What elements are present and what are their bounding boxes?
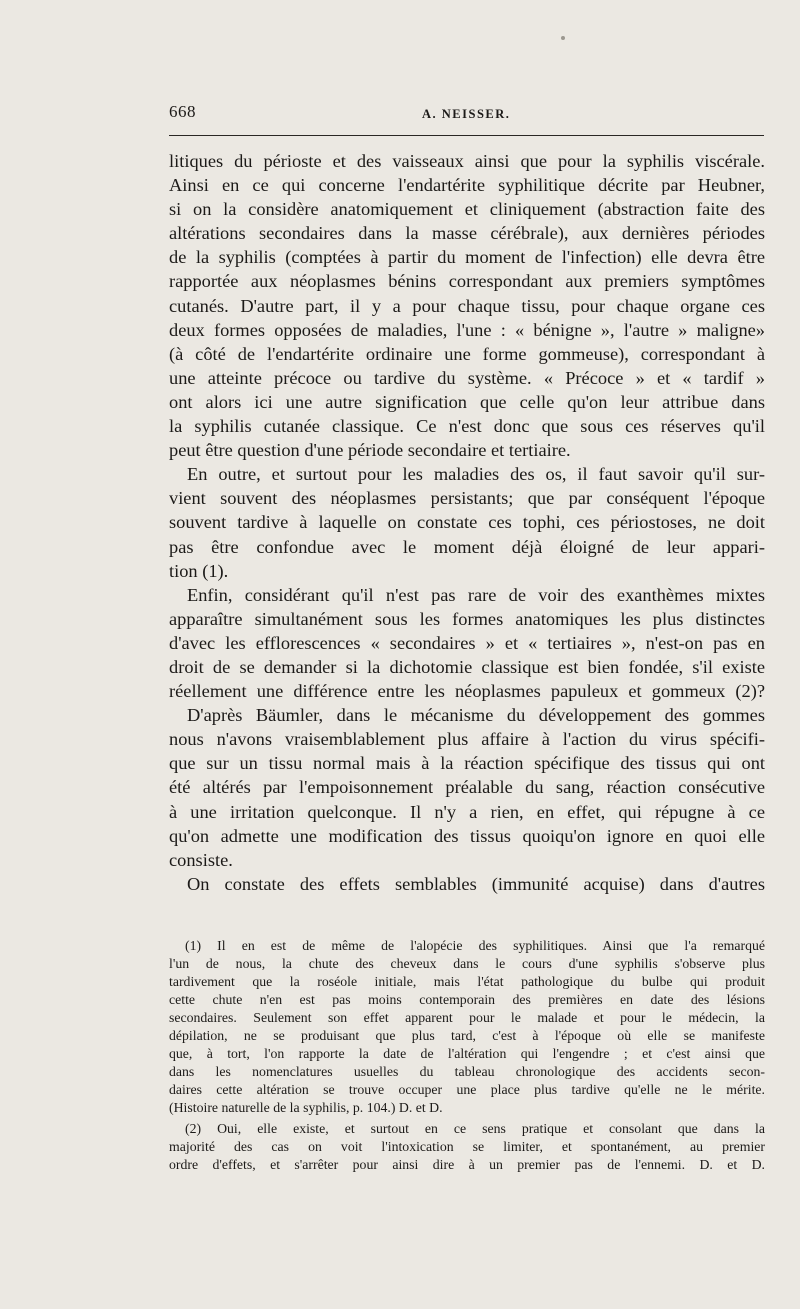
body-line: On constate des effets semblables (immunité acquise) dans d'autres xyxy=(187,873,765,894)
page-number: 668 xyxy=(169,102,196,121)
footnote-line: cette chute n'en est pas moins contemporain des premières en date des lésions xyxy=(169,992,765,1007)
body-line: peut être question d'une période secondaire et tertiaire. xyxy=(169,440,571,461)
footnote-line: daires cette altération se trouve occuper une place plus tardive qu'elle ne le mérite. xyxy=(169,1082,765,1097)
body-line: apparaître simultanément sous les formes anatomiques les plus distinctes xyxy=(169,608,765,629)
footnote-line: (Histoire naturelle de la syphilis, p. 104.) D. et D. xyxy=(169,1100,443,1115)
footnote-line: dans les nomenclatures usuelles du tableau chronologique des accidents secon- xyxy=(169,1064,765,1079)
body-line: ont alors ici une autre signification que celle qu'on leur attribue dans xyxy=(169,391,765,412)
body-line: Ainsi en ce qui concerne l'endartérite syphilitique décrite par Heubner, xyxy=(169,175,765,196)
body-line: consiste. xyxy=(169,849,233,870)
body-line: si on la considère anatomiquement et cliniquement (abstraction faite des xyxy=(169,199,765,220)
header-rule xyxy=(169,135,764,136)
body-line: (à côté de l'endartérite ordinaire une forme gommeuse), correspondant à xyxy=(169,343,765,364)
body-line: pas être confondue avec le moment déjà éloigné de leur appari- xyxy=(169,536,765,557)
footnote-line: (1) Il en est de même de l'alopécie des syphilitiques. Ainsi que l'a remarqué xyxy=(185,938,765,953)
body-line: de la syphilis (comptées à partir du moment de l'infection) elle devra être xyxy=(169,247,765,268)
footnote-line: tardivement que la roséole initiale, mais l'état pathologique du bulbe qui produit xyxy=(169,974,765,989)
body-line: tion (1). xyxy=(169,560,229,581)
body-line: à une irritation quelconque. Il n'y a rien, en effet, qui répugne à ce xyxy=(169,801,765,822)
body-line: D'après Bäumler, dans le mécanisme du développement des gommes xyxy=(187,705,765,726)
footnote-line: majorité des cas on voit l'intoxication se limiter, et spontanément, au premier xyxy=(169,1139,765,1154)
body-line: qu'on admette une modification des tissus quoiqu'on ignore en quoi elle xyxy=(169,825,765,846)
body-line: réellement une différence entre les néoplasmes papuleux et gommeux (2)? xyxy=(169,681,765,702)
body-line: rapportée aux néoplasmes bénins correspondant aux premiers symptômes xyxy=(169,271,765,292)
body-line: altérations secondaires dans la masse cérébrale), aux dernières périodes xyxy=(169,223,765,244)
body-line: que sur un tissu normal mais à la réaction spécifique des tissus qui ont xyxy=(169,753,765,774)
footnote-line: secondaires. Seulement son effet apparent pour le malade et pour le médecin, la xyxy=(169,1010,765,1025)
running-head: A. NEISSER. xyxy=(422,107,511,121)
page-header xyxy=(169,102,764,126)
footnote-line: que, à tort, l'on rapporte la date de l'altération qui l'engendre ; et c'est ainsi que xyxy=(169,1046,765,1061)
print-speck xyxy=(561,36,565,40)
footnote-line: l'un de nous, la chute des cheveux dans le cours d'une syphilis s'observe plus xyxy=(169,956,765,971)
body-line: litiques du périoste et des vaisseaux ainsi que pour la syphilis viscérale. xyxy=(169,151,765,171)
body-line: En outre, et surtout pour les maladies des os, il faut savoir qu'il sur- xyxy=(187,464,765,485)
body-line: été altérés par l'empoisonnement préalable du sang, réaction consécutive xyxy=(169,777,765,798)
body-line: cutanés. D'autre part, il y a pour chaque tissu, pour chaque organe ces xyxy=(169,295,765,316)
body-line: nous n'avons vraisemblablement plus affaire à l'action du virus spécifi- xyxy=(169,729,765,750)
body-line: souvent tardive à laquelle on constate ces tophi, ces périostoses, ne doit xyxy=(169,512,765,533)
footnote-line: dépilation, ne se produisant que plus tard, c'est à l'époque où elle se manifeste xyxy=(169,1028,765,1043)
footnote-line: ordre d'effets, et s'arrêter pour ainsi dire à un premier pas de l'ennemi. D. et D. xyxy=(169,1157,765,1172)
body-line: Enfin, considérant qu'il n'est pas rare de voir des exanthèmes mixtes xyxy=(187,584,765,605)
body-text xyxy=(169,149,765,896)
body-line: une atteinte précoce ou tardive du système. « Précoce » et « tardif » xyxy=(169,367,765,388)
body-line: la syphilis cutanée classique. Ce n'est donc que sous ces réserves qu'il xyxy=(169,416,765,437)
body-line: d'avec les efflorescences « secondaires » et « tertiaires », n'est-on pas en xyxy=(169,632,765,653)
footnotes xyxy=(169,937,765,1174)
body-line: deux formes opposées de maladies, l'une : « bénigne », l'autre » maligne» xyxy=(169,319,765,340)
footnote-line: (2) Oui, elle existe, et surtout en ce sens pratique et consolant que dans la xyxy=(185,1121,765,1136)
body-line: droit de se demander si la dichotomie classique est bien fondée, s'il existe xyxy=(169,656,765,677)
body-line: vient souvent des néoplasmes persistants; que par conséquent l'époque xyxy=(169,488,765,509)
